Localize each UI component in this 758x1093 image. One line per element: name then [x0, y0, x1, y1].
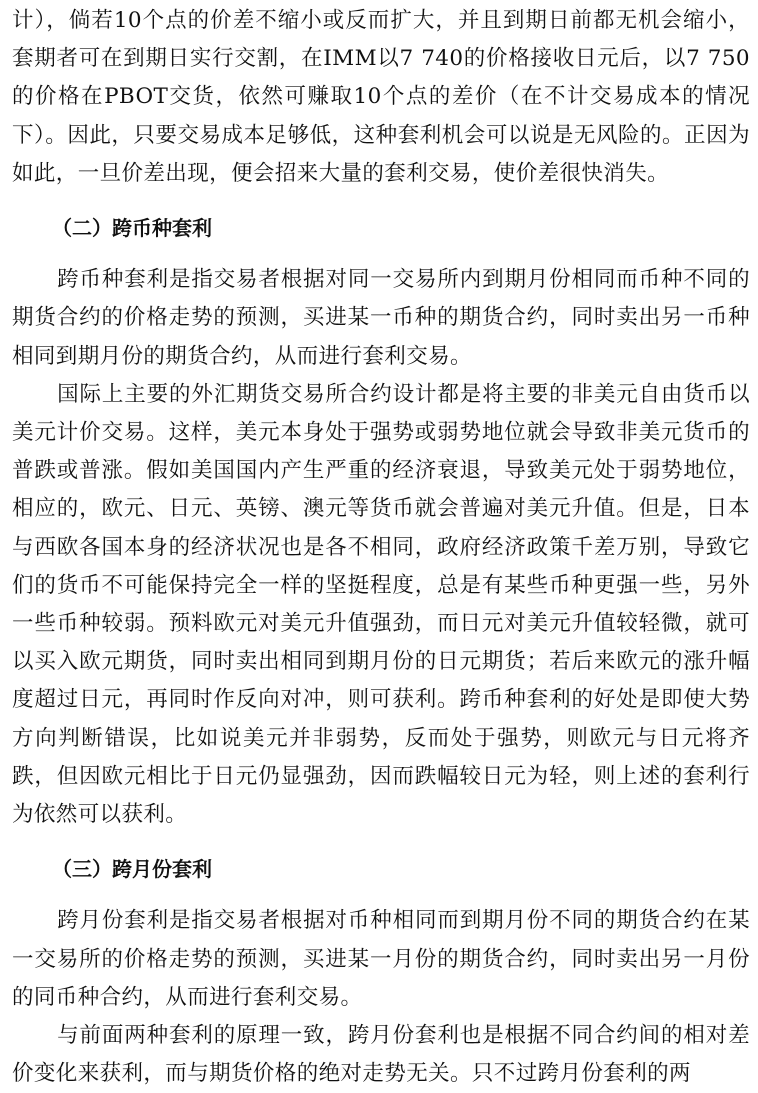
spacer — [12, 247, 750, 261]
spacer — [12, 888, 750, 902]
paragraph-arbitrage-delivery: 计），倘若10个点的价差不缩小或反而扩大，并且到期日前都无机会缩小，套期者可在到期日实行交割，在IMM以7 740的价格接收日元后，以7 750的价格在PBOT交货，依然可赚取10个点的差价（在不计交易成本的情况下）。因此，只要交易成本足够低，这种套利机会可以说是无风险的。正因为如此，一旦价差出现，便会招来大量的套利交易，使价差很快消失。 — [12, 8, 750, 186]
paragraph-cross-currency-explanation: 国际上主要的外汇期货交易所合约设计都是将主要的非美元自由货币以美元计价交易。这样，美元本身处于强势或弱势地位就会导致非美元货币的普跌或普涨。假如美国国内产生严重的经济衰退，导致美元处于弱势地位，相应的，欧元、日元、英镑、澳元等货币就会普遍对美元升值。但是，日本与西欧各国本身的经济状况也是各不相同，政府经济政策千差万别，导致它们的货币不可能保持完全一样的坚挺程度，总是有某些币种更强一些，另外一些币种较弱。预料欧元对美元升值强劲，而日元对美元升值较轻微，就可以买入欧元期货，同时卖出相同到期月份的日元期货；若后来欧元的涨升幅度超过日元，再同时作反向对冲，则可获利。跨币种套利的好处是即使大势方向判断错误，比如说美元并非弱势，反而处于强势，则欧元与日元将齐跌，但因欧元相比于日元仍显强劲，因而跌幅较日元为轻，则上述的套利行为依然可以获利。 — [12, 381, 750, 828]
paragraph-cross-month-definition: 跨月份套利是指交易者根据对币种相同而到期月份不同的期货合约在某一交易所的价格走势的预测，买进某一月份的期货合约，同时卖出另一月份的同币种合约，从而进行套利交易。 — [12, 908, 750, 1010]
paragraph-cross-month-principle: 与前面两种套利的原理一致，跨月份套利也是根据不同合约间的相对差价变化来获利，而与期货价格的绝对走势无关。只不过跨月份套利的两 — [12, 1023, 750, 1087]
paragraph-cross-currency-definition: 跨币种套利是指交易者根据对同一交易所内到期月份相同而币种不同的期货合约的价格走势的预测，买进某一币种的期货合约，同时卖出另一币种相同到期月份的期货合约，从而进行套利交易。 — [12, 267, 750, 369]
section-heading-cross-month: （三）跨月份套利 — [52, 857, 212, 882]
section-heading-cross-currency: （二）跨币种套利 — [52, 216, 212, 241]
spacer — [12, 834, 750, 850]
spacer — [12, 193, 750, 209]
